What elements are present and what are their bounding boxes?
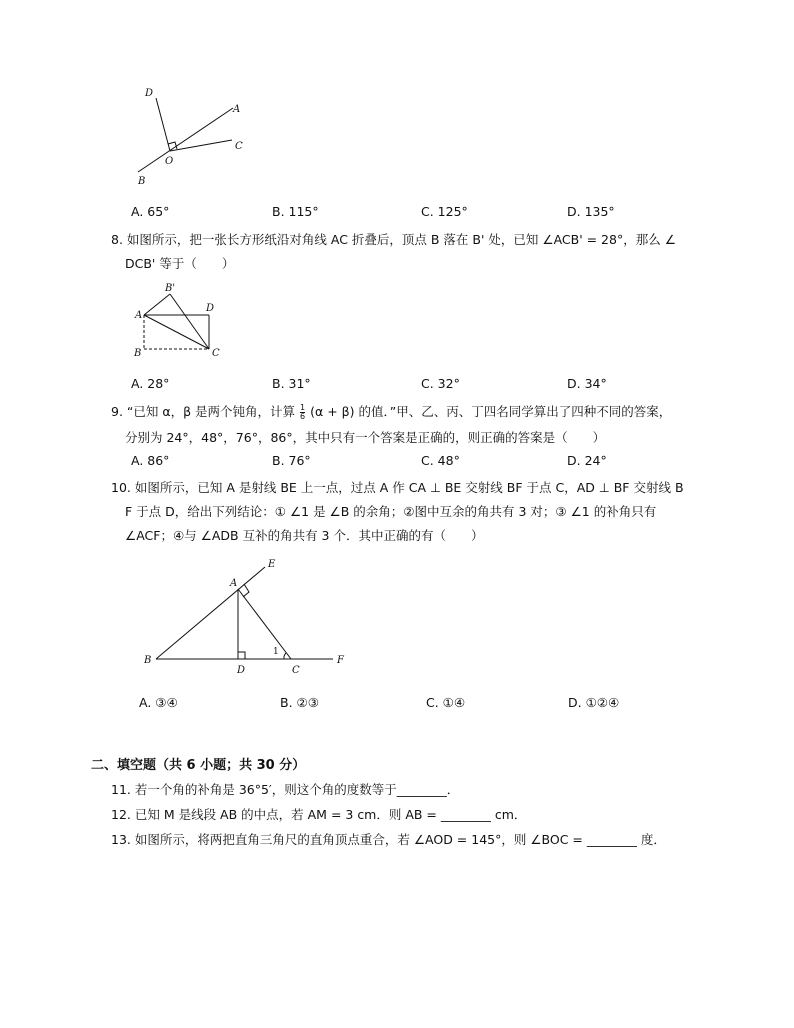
label-b: B [144,655,152,666]
label-e: E [268,559,276,570]
label-d: D [237,665,246,676]
label-c: C [292,665,300,676]
label-c: C [235,141,243,152]
fold-ab [144,294,170,315]
label-d: D [206,303,215,314]
q7-figure [130,82,260,192]
label-a: A [230,578,238,589]
segment-ac [238,589,291,659]
q12-stem: 12. 已知 M 是线段 AB 的中点，若 AM = 3 cm．则 AB = ________ cm． [111,807,527,822]
label-b: B [134,348,142,359]
q10-figure [140,555,360,680]
q13-stem: 13. 如图所示，将两把直角三角尺的直角顶点重合，若 ∠AOD = 145°，则 ∠BOC = ________ 度． [111,832,666,847]
q9-option-d[interactable]: D. 24° [567,453,607,468]
q9-fraction [300,404,305,421]
q9-stem-line2: 分别为 24°，48°，76°，86°，其中只有一个答案是正确的，则正确的答案是（ ） [125,430,606,445]
label-b: B [138,176,146,187]
q10-option-a[interactable]: A. ③④ [139,695,178,710]
q9-prefix: 9. “已知 α，β 是两个钝角，计算 [111,404,296,419]
q10-option-b[interactable]: B. ②③ [280,695,319,710]
q8-figure [130,280,230,365]
right-angle-a [243,584,249,597]
q10-stem-line1: 10. 如图所示，已知 A 是射线 BE 上一点，过点 A 作 CA ⊥ BE 交射线 BF 于点 C，AD ⊥ BF 交射线 B [111,480,684,495]
q10-stem-line3: ∠ACF；④与 ∠ADB 互补的角共有 3 个．其中正确的有（ ） [125,528,484,543]
q9-frac-num: 1 [300,403,306,412]
q10-option-c[interactable]: C. ①④ [426,695,466,710]
q7-option-c[interactable]: C. 125° [421,204,468,219]
q7-option-b[interactable]: B. 115° [272,204,319,219]
ray-be [156,567,265,659]
label-bp: B' [165,283,176,294]
q8-stem-line2: DCB' 等于（ ） [125,256,235,271]
label-a: A [233,104,241,115]
q9-suffix: (α + β) 的值．”甲、乙、丙、丁四名同学算出了四种不同的答案， [310,404,672,419]
line-oc [170,140,232,151]
line-bc [138,108,233,172]
q9-frac-den: 6 [300,412,306,421]
label-c: C [212,348,220,359]
diagonal-ac [144,315,209,349]
section2-title: 二、填空题（共 6 小题；共 30 分） [91,758,306,773]
q8-option-b[interactable]: B. 31° [272,376,311,391]
q9-stem-line1 [111,402,671,421]
label-f: F [337,655,344,666]
q10-option-d[interactable]: D. ①②④ [568,695,620,710]
label-o: O [165,156,174,167]
q7-option-d[interactable]: D. 135° [567,204,615,219]
fold-bc [170,294,209,349]
q8-option-a[interactable]: A. 28° [131,376,170,391]
angle-1-arc [284,653,286,659]
q9-option-a[interactable]: A. 86° [131,453,170,468]
q7-option-a[interactable]: A. 65° [131,204,170,219]
q9-option-b[interactable]: B. 76° [272,453,311,468]
q11-stem: 11. 若一个角的补角是 36°5′，则这个角的度数等于________． [111,782,460,797]
right-angle-d [238,652,245,659]
label-d: D [145,88,154,99]
line-od [156,98,170,151]
label-a: A [135,310,143,321]
q10-stem-line2: F 于点 D，给出下列结论：① ∠1 是 ∠B 的余角；②图中互余的角共有 3 对；③ ∠1 的补角只有 [125,504,657,519]
q9-option-c[interactable]: C. 48° [421,453,460,468]
q8-option-c[interactable]: C. 32° [421,376,460,391]
label-1: 1 [273,647,279,657]
q8-option-d[interactable]: D. 34° [567,376,607,391]
q8-stem-line1: 8. 如图所示，把一张长方形纸沿对角线 AC 折叠后，顶点 B 落在 B' 处，已知 ∠ACB' = 28°，那么 ∠ [111,232,676,247]
